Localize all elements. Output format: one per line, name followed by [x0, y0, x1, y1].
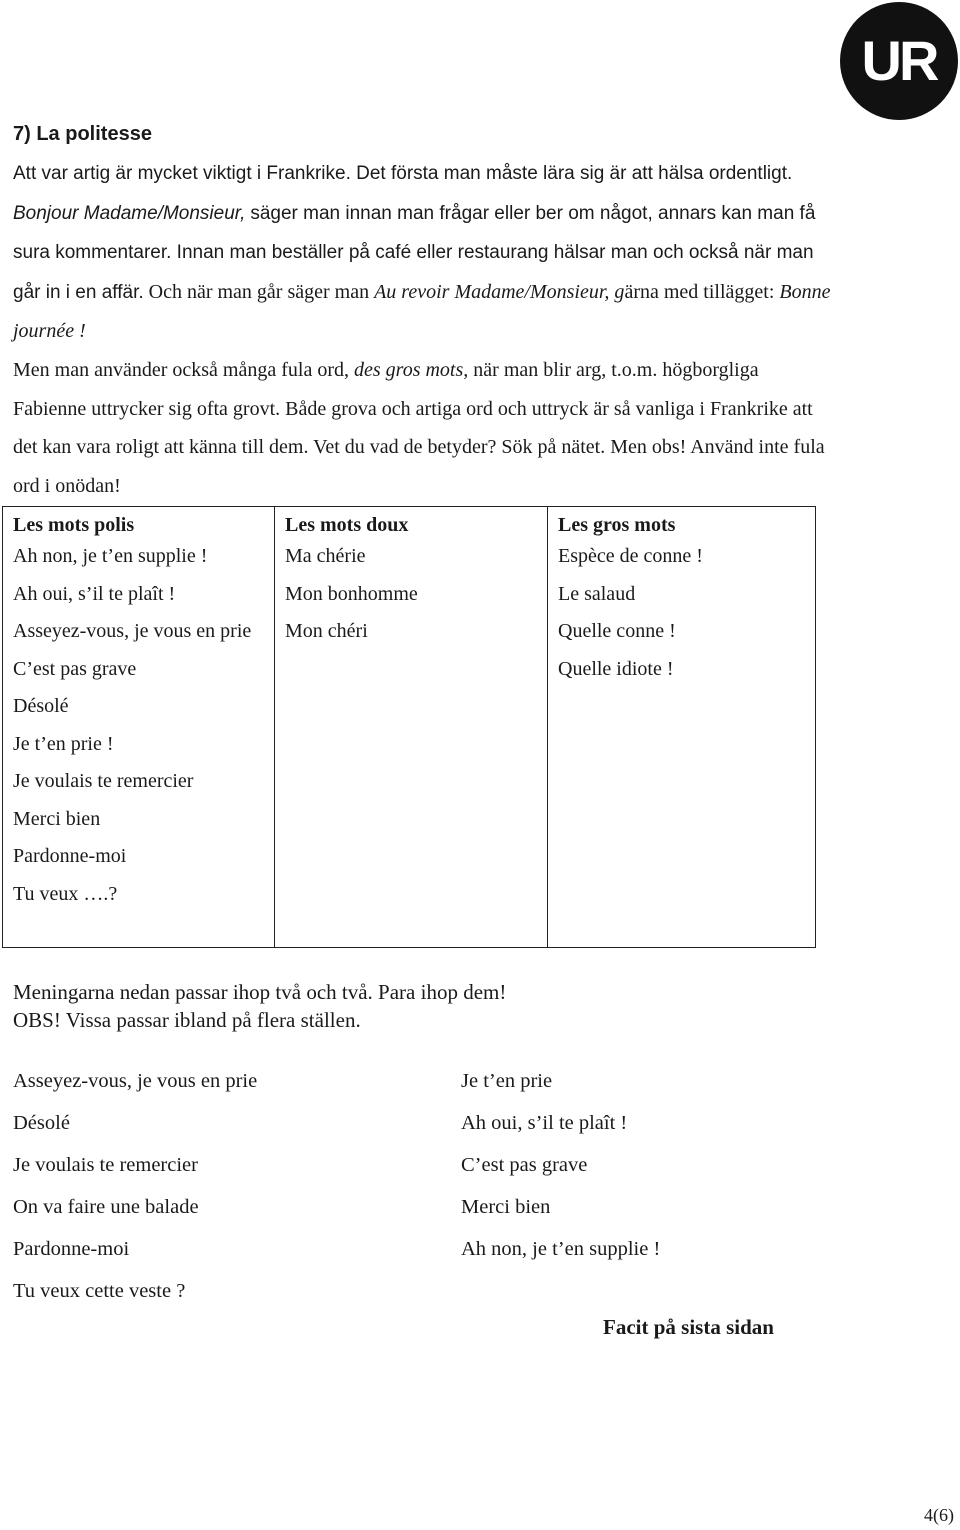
intro-italic-2: Au revoir Madame/Monsieur, g: [374, 280, 625, 303]
pair-left-item: Pardonne-moi: [13, 1238, 130, 1260]
page-number: 4(6): [924, 1505, 954, 1525]
header-mots-polis: Les mots polis: [3, 507, 275, 541]
pairing-left-list: [13, 1060, 257, 1312]
list-item: Désolé: [13, 695, 69, 717]
instruction-line-1: Meningarna nedan passar ihop två och två. Para ihop dem!: [13, 980, 507, 1004]
list-item: Ah oui, s’il te plaît !: [13, 582, 176, 605]
pair-right-item: Je t’en prie: [461, 1070, 553, 1092]
ur-logo: [840, 2, 958, 120]
list-item: Mon bonhomme: [285, 582, 418, 605]
column-gros-mots: [548, 540, 816, 948]
intro-paragraph: [13, 154, 833, 505]
intro-italic-3: Bonne journée !: [13, 280, 831, 343]
list-item: Ah non, je t’en supplie !: [13, 545, 208, 567]
list-item: Tu veux ….?: [13, 882, 118, 905]
list-mots-polis: [13, 543, 264, 907]
header-mots-doux: Les mots doux: [275, 507, 548, 541]
pair-right-item: Merci bien: [461, 1196, 551, 1218]
intro-italic-4: des gros mots,: [354, 358, 469, 381]
list-item: Pardonne-moi: [13, 845, 127, 867]
pair-left-item: Asseyez-vous, je vous en prie: [13, 1070, 258, 1092]
pairing-instructions: [13, 978, 813, 1034]
pair-right-item: C’est pas grave: [461, 1154, 588, 1176]
pair-right-item: Ah non, je t’en supplie !: [461, 1238, 661, 1260]
list-mots-doux: [285, 543, 537, 644]
intro-text-3: Och när man går säger man: [148, 280, 370, 303]
instruction-line-2: OBS! Vissa passar ibland på flera ställen.: [13, 1008, 361, 1032]
logo-text: UR: [861, 29, 937, 92]
facit-note: Facit på sista sidan: [603, 1315, 774, 1339]
column-mots-doux: [275, 540, 548, 948]
intro-text-4: ärna med tillägget:: [624, 280, 775, 303]
list-item: Espèce de conne !: [558, 545, 703, 567]
intro-text-6: när man blir arg, t.o.m. högborgliga Fabienne uttrycker sig ofta grovt. Både grova och artiga ord och uttryck är så vanliga i Frankrike att det kan vara roligt att känna till dem. Vet du vad de betyder? Sök på nätet. Men obs! Använd inte fula ord i onödan!: [13, 358, 825, 497]
intro-text-5: Men man använder också många fula ord,: [13, 358, 349, 381]
section-heading: 7) La politesse: [13, 123, 152, 145]
list-item: Je voulais te remercier: [13, 770, 194, 792]
list-item: Merci bien: [13, 807, 101, 830]
pair-left-item: Désolé: [13, 1112, 70, 1134]
header-gros-mots: Les gros mots: [548, 507, 816, 541]
pair-left-item: Tu veux cette veste ?: [13, 1280, 186, 1302]
list-item: Je t’en prie !: [13, 732, 114, 755]
list-item: Quelle conne !: [558, 620, 676, 642]
list-item: Mon chéri: [285, 620, 368, 642]
vocabulary-table: [2, 506, 816, 948]
pairing-right-list: [461, 1060, 660, 1270]
intro-text-2: säger man innan man frågar eller ber om något, annars kan man få sura kommentarer. Innan man beställer på café eller restaurang hälsar man och också när man går in i en affär.: [13, 202, 816, 303]
table-header-row: [3, 507, 816, 541]
list-item: Asseyez-vous, je vous en prie: [13, 620, 252, 642]
list-item: Ma chérie: [285, 545, 366, 567]
pair-left-item: On va faire une balade: [13, 1196, 199, 1218]
table-body-row: [3, 540, 816, 948]
intro-text-1: Att var artig är mycket viktigt i Frankrike. Det första man måste lära sig är att hälsa ordentligt.: [13, 163, 793, 184]
column-mots-polis: [3, 540, 275, 948]
pair-right-item: Ah oui, s’il te plaît !: [461, 1112, 628, 1134]
list-gros-mots: [558, 543, 805, 682]
list-item: C’est pas grave: [13, 657, 137, 680]
list-item: Le salaud: [558, 582, 636, 605]
pair-left-item: Je voulais te remercier: [13, 1154, 198, 1176]
list-item: Quelle idiote !: [558, 657, 674, 680]
intro-italic-1: Bonjour Madame/Monsieur,: [13, 202, 246, 224]
